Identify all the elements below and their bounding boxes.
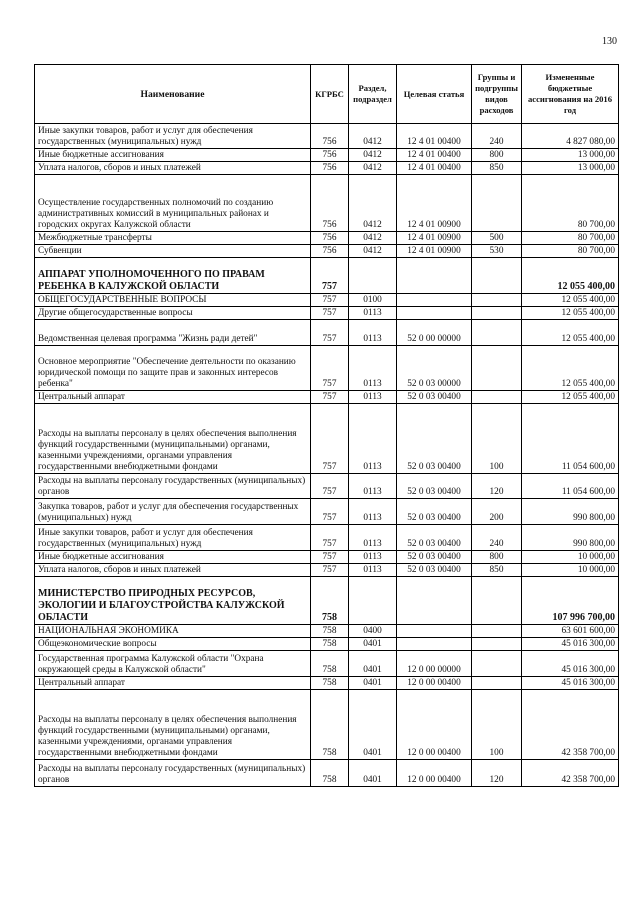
- cell-group: 120: [472, 474, 522, 499]
- cell-ktrbs: 756: [311, 162, 349, 175]
- cell-amount: 12 055 400,00: [522, 294, 619, 307]
- cell-name: Осуществление государственных полномочий по созданию административных комиссий в муниципальных районах и городских округах Калужской области: [35, 175, 311, 232]
- table-row: [35, 232, 619, 245]
- cell-article: 12 4 01 00400: [397, 162, 472, 175]
- cell-group: 100: [472, 404, 522, 474]
- cell-article: 52 0 00 00000: [397, 320, 472, 346]
- cell-amount: 45 016 300,00: [522, 677, 619, 690]
- cell-amount: 10 000,00: [522, 564, 619, 577]
- table-row: [35, 307, 619, 320]
- cell-name: Общеэкономические вопросы: [35, 638, 311, 651]
- table-row: [35, 760, 619, 787]
- cell-name: Другие общегосударственные вопросы: [35, 307, 311, 320]
- cell-section: 0113: [349, 307, 397, 320]
- cell-name: Иные бюджетные ассигнования: [35, 551, 311, 564]
- cell-group: [472, 638, 522, 651]
- table-row: [35, 577, 619, 625]
- cell-section: 0412: [349, 232, 397, 245]
- cell-name: Уплата налогов, сборов и иных платежей: [35, 162, 311, 175]
- cell-amount: 13 000,00: [522, 162, 619, 175]
- cell-article: [397, 577, 472, 625]
- cell-article: [397, 294, 472, 307]
- cell-ktrbs: 758: [311, 577, 349, 625]
- cell-section: 0412: [349, 124, 397, 149]
- cell-section: 0412: [349, 245, 397, 258]
- cell-ktrbs: 757: [311, 525, 349, 551]
- cell-name: Расходы на выплаты персоналу в целях обеспечения выполнения функций государственными (муниципальными) органами, казенными учреждениями, органами управления государственными внебюджетными фондами: [35, 404, 311, 474]
- cell-ktrbs: 757: [311, 320, 349, 346]
- cell-ktrbs: 757: [311, 294, 349, 307]
- table-row: [35, 474, 619, 499]
- cell-ktrbs: 756: [311, 124, 349, 149]
- cell-group: 800: [472, 551, 522, 564]
- cell-section: [349, 258, 397, 294]
- table-row: [35, 499, 619, 525]
- cell-amount: 80 700,00: [522, 232, 619, 245]
- table-row: [35, 391, 619, 404]
- cell-article: 12 0 00 00400: [397, 690, 472, 760]
- cell-ktrbs: 758: [311, 760, 349, 787]
- cell-article: 52 0 03 00400: [397, 564, 472, 577]
- cell-name: Иные бюджетные ассигнования: [35, 149, 311, 162]
- cell-article: 52 0 03 00400: [397, 551, 472, 564]
- cell-group: 120: [472, 760, 522, 787]
- header-name: Наименование: [35, 65, 311, 124]
- cell-ktrbs: 758: [311, 677, 349, 690]
- cell-ktrbs: 757: [311, 346, 349, 391]
- cell-article: 52 0 03 00000: [397, 346, 472, 391]
- cell-name: Ведомственная целевая программа "Жизнь ради детей": [35, 320, 311, 346]
- cell-ktrbs: 758: [311, 651, 349, 677]
- cell-amount: 10 000,00: [522, 551, 619, 564]
- cell-group: [472, 320, 522, 346]
- cell-ktrbs: 757: [311, 307, 349, 320]
- cell-ktrbs: 756: [311, 232, 349, 245]
- cell-section: 0401: [349, 638, 397, 651]
- cell-amount: 80 700,00: [522, 175, 619, 232]
- cell-amount: 11 054 600,00: [522, 474, 619, 499]
- cell-group: [472, 391, 522, 404]
- cell-name: Расходы на выплаты персоналу государственных (муниципальных) органов: [35, 760, 311, 787]
- cell-article: 12 4 01 00400: [397, 124, 472, 149]
- cell-group: 100: [472, 690, 522, 760]
- table-body: [35, 124, 619, 787]
- cell-group: [472, 346, 522, 391]
- cell-group: [472, 175, 522, 232]
- cell-ktrbs: 757: [311, 391, 349, 404]
- cell-group: 240: [472, 525, 522, 551]
- table-row: [35, 124, 619, 149]
- cell-ktrbs: 757: [311, 258, 349, 294]
- table-row: [35, 175, 619, 232]
- cell-amount: 12 055 400,00: [522, 258, 619, 294]
- cell-section: 0401: [349, 690, 397, 760]
- cell-group: 240: [472, 124, 522, 149]
- cell-article: [397, 307, 472, 320]
- cell-amount: 63 601 600,00: [522, 625, 619, 638]
- cell-article: [397, 638, 472, 651]
- cell-group: 800: [472, 149, 522, 162]
- cell-name: Центральный аппарат: [35, 391, 311, 404]
- cell-section: 0113: [349, 391, 397, 404]
- cell-section: 0400: [349, 625, 397, 638]
- cell-section: 0113: [349, 551, 397, 564]
- budget-table: [34, 64, 619, 787]
- cell-name: Уплата налогов, сборов и иных платежей: [35, 564, 311, 577]
- cell-article: 12 4 01 00900: [397, 232, 472, 245]
- table-row: [35, 638, 619, 651]
- cell-ktrbs: 756: [311, 149, 349, 162]
- header-section: Раздел, подраздел: [349, 65, 397, 124]
- cell-name: Центральный аппарат: [35, 677, 311, 690]
- cell-group: [472, 258, 522, 294]
- table-row: [35, 677, 619, 690]
- cell-ktrbs: 756: [311, 175, 349, 232]
- header-article: Целевая статья: [397, 65, 472, 124]
- cell-ktrbs: 757: [311, 564, 349, 577]
- cell-name: Государственная программа Калужской области "Охрана окружающей среды в Калужской области": [35, 651, 311, 677]
- cell-section: 0113: [349, 525, 397, 551]
- cell-article: 12 4 01 00400: [397, 149, 472, 162]
- cell-article: 52 0 03 00400: [397, 499, 472, 525]
- table-row: [35, 690, 619, 760]
- cell-section: 0113: [349, 499, 397, 525]
- cell-group: 530: [472, 245, 522, 258]
- cell-amount: 45 016 300,00: [522, 651, 619, 677]
- table-header-row: [35, 65, 619, 124]
- cell-article: 52 0 03 00400: [397, 391, 472, 404]
- cell-section: 0113: [349, 404, 397, 474]
- cell-section: 0401: [349, 677, 397, 690]
- cell-group: 850: [472, 162, 522, 175]
- cell-section: 0412: [349, 162, 397, 175]
- table-row: [35, 162, 619, 175]
- cell-article: 52 0 03 00400: [397, 525, 472, 551]
- cell-ktrbs: 757: [311, 404, 349, 474]
- cell-section: 0100: [349, 294, 397, 307]
- cell-group: [472, 677, 522, 690]
- cell-article: 12 0 00 00400: [397, 677, 472, 690]
- header-group: Группы и подгруппы видов расходов: [472, 65, 522, 124]
- cell-article: 52 0 03 00400: [397, 404, 472, 474]
- cell-name: Субвенции: [35, 245, 311, 258]
- cell-name: Расходы на выплаты персоналу государственных (муниципальных) органов: [35, 474, 311, 499]
- cell-group: [472, 625, 522, 638]
- cell-amount: 990 800,00: [522, 499, 619, 525]
- cell-amount: 12 055 400,00: [522, 320, 619, 346]
- table-row: [35, 551, 619, 564]
- cell-amount: 80 700,00: [522, 245, 619, 258]
- header-amount: Измененные бюджетные ассигнования на 2016 год: [522, 65, 619, 124]
- cell-section: [349, 577, 397, 625]
- cell-ktrbs: 757: [311, 499, 349, 525]
- cell-amount: 42 358 700,00: [522, 690, 619, 760]
- cell-article: 52 0 03 00400: [397, 474, 472, 499]
- table-row: [35, 258, 619, 294]
- cell-section: 0412: [349, 149, 397, 162]
- cell-group: 200: [472, 499, 522, 525]
- page-number: 130: [602, 36, 617, 47]
- table-row: [35, 294, 619, 307]
- cell-amount: 4 827 080,00: [522, 124, 619, 149]
- table-row: [35, 525, 619, 551]
- cell-section: 0113: [349, 346, 397, 391]
- cell-group: [472, 651, 522, 677]
- table-row: [35, 149, 619, 162]
- cell-amount: 12 055 400,00: [522, 307, 619, 320]
- table-row: [35, 245, 619, 258]
- cell-section: 0401: [349, 651, 397, 677]
- table-row: [35, 564, 619, 577]
- cell-ktrbs: 757: [311, 474, 349, 499]
- cell-amount: 42 358 700,00: [522, 760, 619, 787]
- cell-name: Иные закупки товаров, работ и услуг для обеспечения государственных (муниципальных) нужд: [35, 525, 311, 551]
- cell-section: 0113: [349, 564, 397, 577]
- cell-amount: 13 000,00: [522, 149, 619, 162]
- cell-amount: 990 800,00: [522, 525, 619, 551]
- cell-article: 12 0 00 00000: [397, 651, 472, 677]
- header-ktrbs: КГРБС: [311, 65, 349, 124]
- cell-ktrbs: 757: [311, 551, 349, 564]
- cell-group: 850: [472, 564, 522, 577]
- cell-ktrbs: 756: [311, 245, 349, 258]
- cell-name: ОБЩЕГОСУДАРСТВЕННЫЕ ВОПРОСЫ: [35, 294, 311, 307]
- cell-section: 0412: [349, 175, 397, 232]
- cell-article: [397, 625, 472, 638]
- cell-ktrbs: 758: [311, 690, 349, 760]
- cell-group: [472, 294, 522, 307]
- cell-name: Межбюджетные трансферты: [35, 232, 311, 245]
- table-row: [35, 625, 619, 638]
- cell-section: 0113: [349, 320, 397, 346]
- cell-ktrbs: 758: [311, 638, 349, 651]
- cell-article: [397, 258, 472, 294]
- cell-ktrbs: 758: [311, 625, 349, 638]
- cell-article: 12 4 01 00900: [397, 245, 472, 258]
- cell-name: АППАРАТ УПОЛНОМОЧЕННОГО ПО ПРАВАМ РЕБЕНКА В КАЛУЖСКОЙ ОБЛАСТИ: [35, 258, 311, 294]
- cell-group: 500: [472, 232, 522, 245]
- table-row: [35, 320, 619, 346]
- cell-amount: 12 055 400,00: [522, 391, 619, 404]
- cell-article: 12 4 01 00900: [397, 175, 472, 232]
- cell-name: НАЦИОНАЛЬНАЯ ЭКОНОМИКА: [35, 625, 311, 638]
- cell-name: Иные закупки товаров, работ и услуг для обеспечения государственных (муниципальных) нужд: [35, 124, 311, 149]
- cell-group: [472, 577, 522, 625]
- cell-name: Закупка товаров, работ и услуг для обеспечения государственных (муниципальных) нужд: [35, 499, 311, 525]
- cell-amount: 11 054 600,00: [522, 404, 619, 474]
- cell-article: 12 0 00 00400: [397, 760, 472, 787]
- cell-amount: 12 055 400,00: [522, 346, 619, 391]
- table-row: [35, 346, 619, 391]
- table-row: [35, 404, 619, 474]
- cell-name: МИНИСТЕРСТВО ПРИРОДНЫХ РЕСУРСОВ, ЭКОЛОГИИ И БЛАГОУСТРОЙСТВА КАЛУЖСКОЙ ОБЛАСТИ: [35, 577, 311, 625]
- cell-section: 0113: [349, 474, 397, 499]
- cell-group: [472, 307, 522, 320]
- cell-amount: 107 996 700,00: [522, 577, 619, 625]
- cell-name: Расходы на выплаты персоналу в целях обеспечения выполнения функций государственными (муниципальными) органами, казенными учреждениями, органами управления государственными внебюджетными фондами: [35, 690, 311, 760]
- table-row: [35, 651, 619, 677]
- cell-amount: 45 016 300,00: [522, 638, 619, 651]
- cell-name: Основное мероприятие "Обеспечение деятельности по оказанию юридической помощи по защите прав и законных интересов ребенка": [35, 346, 311, 391]
- cell-section: 0401: [349, 760, 397, 787]
